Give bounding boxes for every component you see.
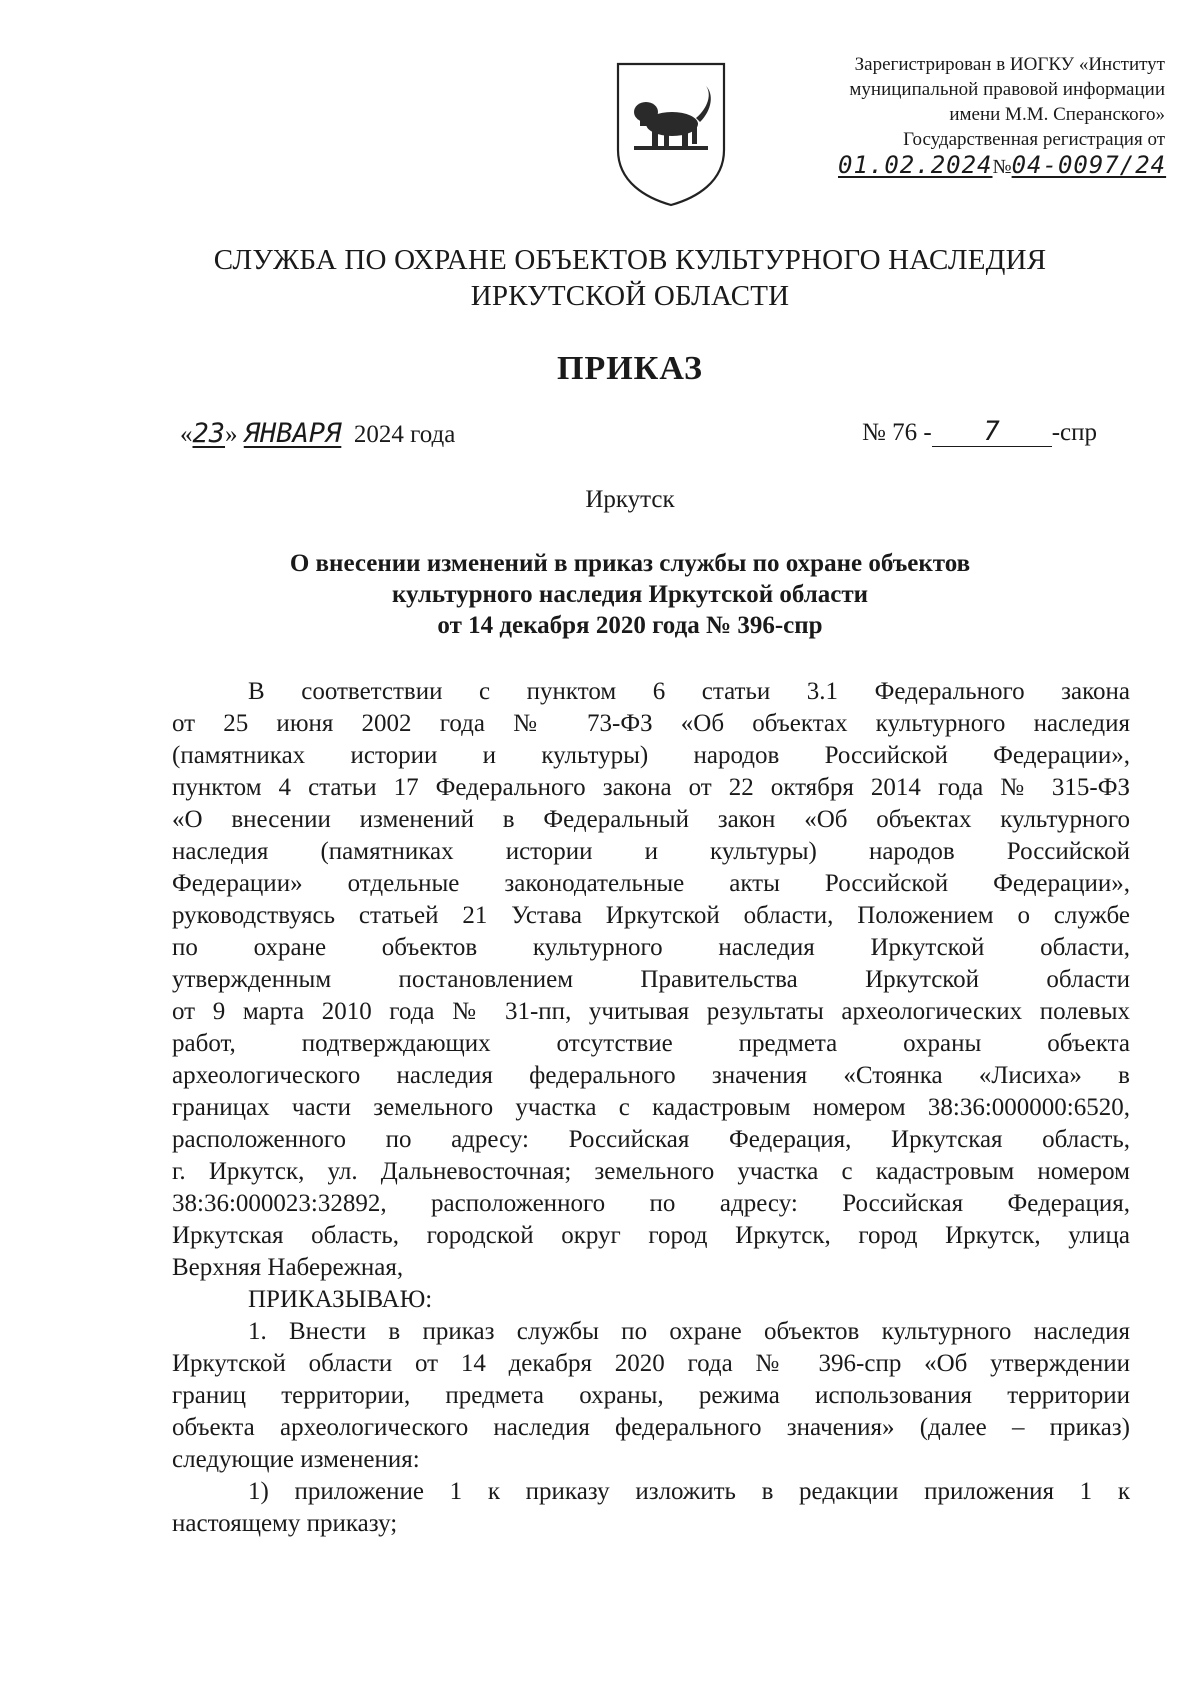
body-line: расположенного по адресу: Российская Федерация, Иркутская область,	[172, 1126, 1130, 1153]
body-line: 1) приложение 1 к приказу изложить в редакции приложения 1 к	[248, 1478, 1130, 1505]
body-line: работ, подтверждающих отсутствие предмета охраны объекта	[172, 1030, 1130, 1057]
order-number-handwritten: 7	[932, 418, 1052, 447]
body-line: руководствуясь статьей 21 Устава Иркутской области, Положением о службе	[172, 902, 1130, 929]
body-line: от 9 марта 2010 года № 31-пп, учитывая результаты археологических полевых	[172, 998, 1130, 1025]
body-line: границах части земельного участка с кадастровым номером 38:36:000000:6520,	[172, 1094, 1130, 1121]
order-date	[180, 418, 455, 449]
body-line: пунктом 4 статьи 17 Федерального закона от 22 октября 2014 года № 315-ФЗ	[172, 774, 1130, 801]
body-line: (памятниках истории и культуры) народов Российской Федерации»,	[172, 742, 1130, 769]
organization-name	[0, 242, 1200, 314]
order-number-prefix: № 76 -	[862, 419, 932, 446]
registration-line: Государственная регистрация от	[903, 129, 1165, 150]
registration-line: имени М.М. Сперанского»	[949, 104, 1165, 125]
order-number-suffix: -спр	[1051, 419, 1097, 446]
document-title	[0, 548, 1200, 641]
title-line-2: культурного наследия Иркутской области	[391, 581, 869, 608]
organization-line-2: ИРКУТСКОЙ ОБЛАСТИ	[470, 280, 790, 312]
date-year: 2024 года	[353, 421, 456, 448]
body-line: «О внесении изменений в Федеральный закон «Об объектах культурного	[172, 806, 1130, 833]
body-line: Иркутская область, городской округ город Иркутск, город Иркутск, улица	[172, 1222, 1130, 1249]
registration-line: муниципальной правовой информации	[849, 79, 1165, 100]
body-line: по охране объектов культурного наследия Иркутской области,	[172, 934, 1130, 961]
body-line: от 25 июня 2002 года № 73-ФЗ «Об объектах культурного наследия	[172, 710, 1130, 737]
body-line: 1. Внести в приказ службы по охране объектов культурного наследия	[248, 1318, 1130, 1345]
body-line: объекта археологического наследия федерального значения» (далее – приказ)	[172, 1414, 1130, 1441]
body-line: Федерации» отдельные законодательные акты Российской Федерации»,	[172, 870, 1130, 897]
date-day: 23	[192, 418, 226, 449]
registration-stamp	[760, 52, 1165, 182]
body-line: В соответствии с пунктом 6 статьи 3.1 Федерального закона	[248, 678, 1130, 705]
body-line: археологического наследия федерального значения «Стоянка «Лисиха» в	[172, 1062, 1130, 1089]
title-line-1: О внесении изменений в приказ службы по охране объектов	[289, 550, 971, 577]
date-close-quote: »	[225, 421, 238, 448]
body-line: Иркутской области от 14 декабря 2020 года № 396-спр «Об утверждении	[172, 1350, 1130, 1377]
registration-number: 04-0097/24	[1011, 151, 1167, 179]
body-line: следующие изменения:	[172, 1446, 420, 1473]
document-body	[172, 676, 1130, 1540]
body-line: наследия (памятниках истории и культуры) народов Российской	[172, 838, 1130, 865]
registration-date: 01.02.2024	[838, 151, 993, 179]
body-line: границ территории, предмета охраны, режима использования территории	[172, 1382, 1130, 1409]
organization-line-1: СЛУЖБА ПО ОХРАНЕ ОБЪЕКТОВ КУЛЬТУРНОГО НАСЛЕДИЯ	[213, 244, 1047, 276]
body-line: Верхняя Набережная,	[172, 1254, 404, 1281]
body-line: 38:36:000023:32892, расположенного по адресу: Российская Федерация,	[172, 1190, 1130, 1217]
registration-line: Зарегистрирован в ИОГКУ «Институт	[854, 54, 1165, 75]
date-open-quote: «	[180, 421, 193, 448]
body-line: г. Иркутск, ул. Дальневосточная; земельного участка с кадастровым номером	[172, 1158, 1130, 1185]
order-number	[862, 418, 1097, 447]
order-directive: ПРИКАЗЫВАЮ:	[248, 1286, 433, 1313]
coat-of-arms-emblem	[612, 58, 730, 208]
body-line: настоящему приказу;	[172, 1510, 398, 1537]
body-line: утвержденным постановлением Правительства Иркутской области	[172, 966, 1130, 993]
registration-number-sign: №	[992, 156, 1012, 178]
title-line-3: от 14 декабря 2020 года № 396-спр	[437, 612, 823, 639]
document-type: ПРИКАЗ	[557, 350, 703, 387]
document-city: Иркутск	[585, 486, 675, 513]
registration-handwritten	[838, 150, 1165, 182]
date-month: ЯНВАРЯ	[243, 418, 342, 449]
